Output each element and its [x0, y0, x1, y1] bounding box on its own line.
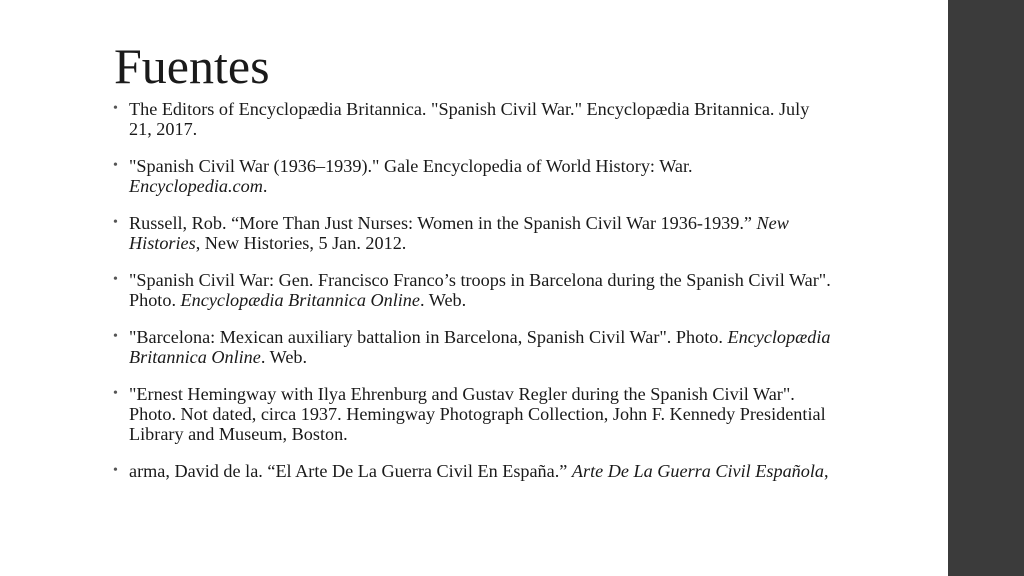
- source-suffix: , New Histories, 5 Jan. 2012.: [195, 233, 407, 253]
- source-suffix: ,: [824, 461, 829, 481]
- source-suffix: . Web.: [419, 290, 467, 310]
- source-item: [113, 99, 833, 139]
- source-text: arma, David de la. “El Arte De La Guerra Civil En España.”: [129, 461, 572, 481]
- bullet-icon: •: [113, 463, 118, 478]
- bullet-icon: •: [113, 215, 118, 230]
- bullet-icon: •: [113, 329, 118, 344]
- bullet-icon: •: [113, 158, 118, 173]
- source-item: [113, 213, 833, 253]
- right-side-bar: [948, 0, 1024, 576]
- bullet-icon: •: [113, 101, 118, 116]
- source-italic: Arte De La Guerra Civil Española: [571, 461, 824, 481]
- source-text: The Editors of Encyclopædia Britannica. "Spanish Civil War." Encyclopædia Britannica. July 21, 2017.: [129, 99, 810, 139]
- source-italic: Encyclopedia.com: [129, 176, 263, 196]
- source-item: [113, 384, 833, 444]
- source-italic: Encyclopædia Britannica Online: [180, 290, 420, 310]
- slide-title: Fuentes: [114, 38, 270, 94]
- bullet-icon: •: [113, 386, 118, 401]
- source-item: [113, 461, 833, 481]
- source-text: "Ernest Hemingway with Ilya Ehrenburg and Gustav Regler during the Spanish Civil War". Photo. Not dated, circa 1937. Hemingway Photograph Collection, John F. Kennedy Presidential Library and Museum, Boston.: [129, 384, 826, 444]
- source-suffix: .: [262, 176, 268, 196]
- source-italic: New Histories: [129, 213, 789, 253]
- source-item: [113, 156, 833, 196]
- bullet-icon: •: [113, 272, 118, 287]
- source-item: [113, 270, 833, 310]
- source-text: "Spanish Civil War (1936–1939)." Gale Encyclopedia of World History: War.: [129, 156, 693, 176]
- sources-list: [113, 99, 833, 498]
- source-suffix: . Web.: [260, 347, 308, 367]
- source-text: Russell, Rob. “More Than Just Nurses: Women in the Spanish Civil War 1936-1939.”: [129, 213, 757, 233]
- source-item: [113, 327, 833, 367]
- source-text: "Barcelona: Mexican auxiliary battalion in Barcelona, Spanish Civil War". Photo.: [129, 327, 728, 347]
- source-text: "Spanish Civil War: Gen. Francisco Franco’s troops in Barcelona during the Spanish Civil War". Photo.: [129, 270, 831, 310]
- source-italic: Encyclopædia Britannica Online: [129, 327, 831, 367]
